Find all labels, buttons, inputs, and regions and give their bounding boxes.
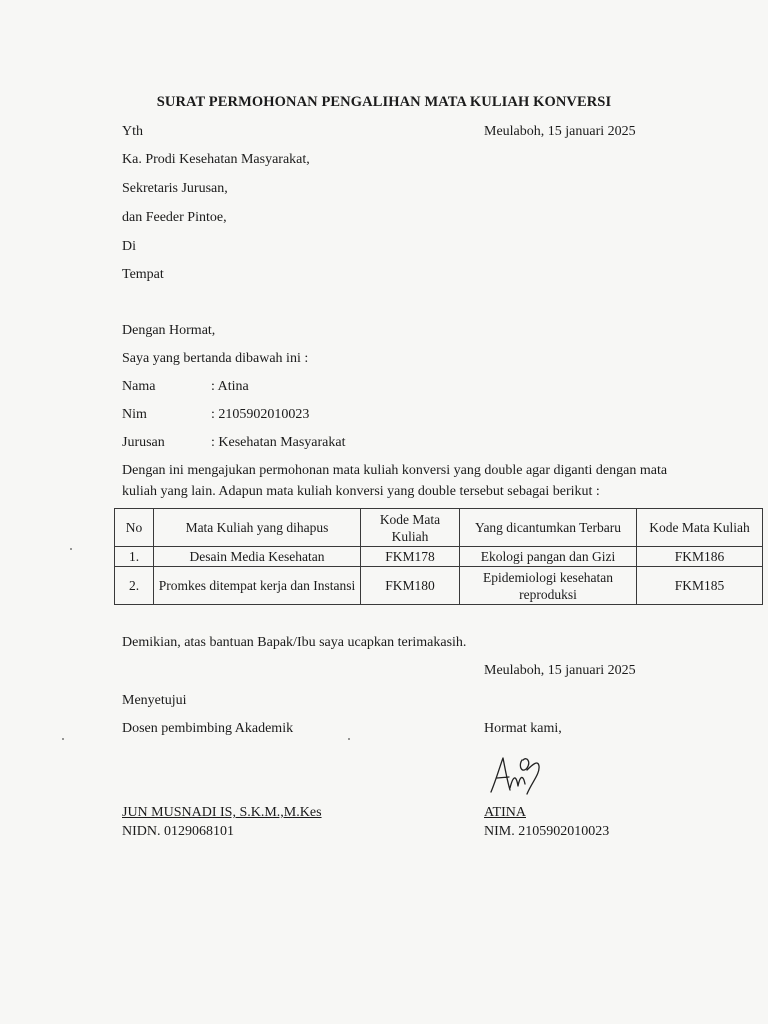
identity-label: Nama [122,379,156,394]
closing-statement: Demikian, atas bantuan Bapak/Ibu saya ucapkan terimakasih. [122,635,467,650]
recipient-line: dan Feeder Pintoe, [122,210,227,225]
table-row [115,567,763,605]
scan-speck [70,548,72,550]
table-cell: Epidemiologi kesehatan reproduksi [460,567,637,605]
table-header: Kode Mata Kuliah [637,509,763,547]
approval-role: Dosen pembimbing Akademik [122,721,294,736]
signature-image [488,752,544,798]
advisor-id: NIDN. 0129068101 [122,824,234,839]
closing-place-date: Meulaboh, 15 januari 2025 [484,663,636,678]
intro-line: Saya yang bertanda dibawah ini : [122,351,309,366]
table-header: Kode Mata Kuliah [361,509,460,547]
identity-label: Nim [122,407,147,422]
recipient-line: Tempat [122,267,164,282]
respect-line: Hormat kami, [484,721,562,736]
table-cell: FKM180 [361,567,460,605]
table-header: Yang dicantumkan Terbaru [460,509,637,547]
scan-speck [348,738,350,740]
recipient-line: Sekretaris Jurusan, [122,181,228,196]
table-cell: Promkes ditempat kerja dan Instansi [154,567,361,605]
table-header-row [115,509,763,547]
letter-title: SURAT PERMOHONAN PENGALIHAN MATA KULIAH KONVERSI [156,94,612,110]
scan-speck [62,738,64,740]
table-cell: Ekologi pangan dan Gizi [460,547,637,567]
recipient-line: Ka. Prodi Kesehatan Masyarakat, [122,152,310,167]
identity-value: : Atina [211,379,249,394]
identity-value: : Kesehatan Masyarakat [211,435,346,450]
table-header: Mata Kuliah yang dihapus [154,509,361,547]
course-table [114,508,763,605]
table-cell: 1. [115,547,154,567]
salutation: Yth [122,124,143,139]
table-header: No [115,509,154,547]
request-paragraph: Dengan ini mengajukan permohonan mata kuliah konversi yang double agar diganti dengan mata kuliah yang lain. Adapun mata kuliah konversi yang double tersebut sebagai berikut : [122,463,668,499]
identity-value: : 2105902010023 [211,407,310,422]
greeting: Dengan Hormat, [122,323,216,338]
applicant-id: NIM. 2105902010023 [484,824,610,839]
table-cell: FKM185 [637,567,763,605]
table-cell: FKM178 [361,547,460,567]
table-cell: FKM186 [637,547,763,567]
advisor-name: JUN MUSNADI IS, S.K.M.,M.Kes [122,805,322,820]
recipient-line: Di [122,239,136,254]
table-cell: Desain Media Kesehatan [154,547,361,567]
table-row [115,547,763,567]
table-cell: 2. [115,567,154,605]
place-date: Meulaboh, 15 januari 2025 [484,124,636,139]
approval-heading: Menyetujui [122,693,187,708]
identity-label: Jurusan [122,435,165,450]
applicant-name: ATINA [484,805,526,820]
